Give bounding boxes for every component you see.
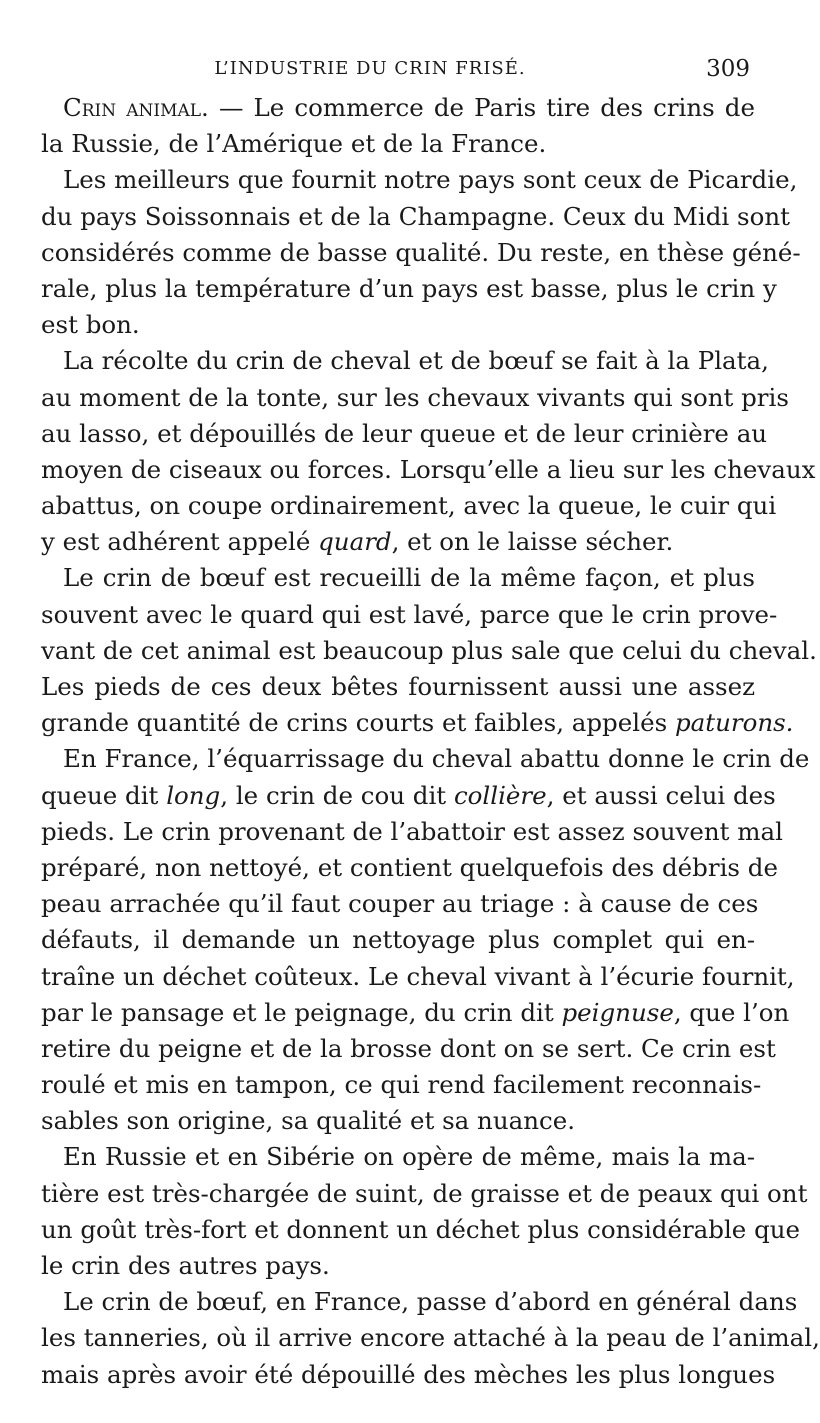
text-span: est bon. xyxy=(41,310,140,340)
text-line xyxy=(41,1067,762,1103)
text-span: un goût très-fort et donnent un déchet plus considérable que xyxy=(41,1214,801,1244)
text-line xyxy=(41,271,777,307)
text-line xyxy=(41,1176,808,1212)
text-line xyxy=(41,560,755,596)
italic-term: long xyxy=(166,780,221,810)
paragraph xyxy=(41,741,810,1139)
text-line xyxy=(41,850,778,886)
text-line xyxy=(41,162,798,198)
italic-term: quard xyxy=(318,527,392,557)
text-span: mais après avoir été dépouillé des mèches les plus longues xyxy=(41,1359,776,1389)
text-line xyxy=(41,922,755,958)
text-span: grande quantité de crins courts et faibles, appelés xyxy=(41,708,675,738)
text-span: au lasso, et dépouillés de leur queue et de leur crinière au xyxy=(41,418,768,448)
text-line xyxy=(41,416,768,452)
paragraph xyxy=(41,560,817,741)
text-span: retire du peigne et de la brosse dont on se sert. Ce crin est xyxy=(41,1033,776,1063)
text-line xyxy=(41,633,817,669)
italic-term: paturons. xyxy=(674,708,794,738)
text-span: au moment de la tonte, sur les chevaux vivants qui sont pris xyxy=(41,382,789,412)
paragraph xyxy=(41,162,801,343)
text-line xyxy=(41,959,795,995)
text-line xyxy=(41,1320,820,1356)
text-line xyxy=(41,995,790,1031)
text-line xyxy=(41,380,789,416)
text-line xyxy=(41,778,776,814)
text-line xyxy=(41,90,755,126)
text-line xyxy=(41,1139,755,1175)
italic-term: peignuse xyxy=(561,997,674,1027)
page-number: 309 xyxy=(706,56,750,82)
text-line xyxy=(41,814,783,850)
text-line xyxy=(41,741,810,777)
text-span: préparé, non nettoyé, et contient quelquefois des débris de xyxy=(41,852,778,882)
text-span: , le crin de cou dit xyxy=(220,780,454,810)
text-span: Le crin de bœuf, en France, passe d’abord en général dans xyxy=(63,1287,798,1317)
text-span: Les meilleurs que fournit notre pays sont ceux de Picardie, xyxy=(63,165,798,195)
italic-term: collière xyxy=(453,780,547,810)
paragraph xyxy=(41,1284,820,1393)
text-span: Le crin de bœuf est recueilli de la même façon, et plus xyxy=(63,563,755,593)
text-span: tière est très-chargée de suint, de graisse et de peaux qui ont xyxy=(41,1178,808,1208)
text-line xyxy=(41,343,769,379)
text-span: pieds. Le crin provenant de l’abattoir est assez souvent mal xyxy=(41,816,783,846)
text-line xyxy=(41,126,755,162)
text-span: les tanneries, où il arrive encore attaché à la peau de l’animal, xyxy=(41,1323,820,1353)
text-span: , et aussi celui des xyxy=(546,780,776,810)
text-span: Les pieds de ces deux bêtes fournissent aussi une assez xyxy=(41,672,755,701)
text-span: peau arrachée qu’il faut couper au triage : à cause de ces xyxy=(41,889,759,919)
paragraph xyxy=(41,90,755,162)
text-span: souvent avec le quard qui est lavé, parce que le crin prove- xyxy=(41,599,778,629)
text-span: , que l’on xyxy=(673,997,790,1027)
text-line xyxy=(41,452,816,488)
text-span: — Le commerce de Paris tire des crins de xyxy=(208,93,755,122)
text-span: y est adhérent appelé xyxy=(41,527,319,557)
text-span: du pays Soissonnais et de la Champagne. Ceux du Midi sont xyxy=(41,201,790,231)
running-title: L’INDUSTRIE DU CRIN FRISÉ. xyxy=(214,58,526,79)
text-line xyxy=(41,597,778,633)
text-line xyxy=(41,1284,798,1320)
text-span: queue dit xyxy=(41,780,167,810)
text-line xyxy=(41,235,801,271)
text-line xyxy=(41,524,755,560)
text-span: , et on le laisse sécher. xyxy=(391,527,674,557)
text-line xyxy=(41,1248,755,1284)
text-span: le crin des autres pays. xyxy=(41,1251,330,1280)
text-line xyxy=(41,705,794,741)
text-span: considérés comme de basse qualité. Du reste, en thèse géné- xyxy=(41,237,801,267)
text-line xyxy=(41,199,790,235)
text-span: La récolte du crin de cheval et de bœuf se fait à la Plata, xyxy=(63,346,769,376)
text-line xyxy=(41,886,759,922)
text-span: traîne un déchet coûteux. Le cheval vivant à l’écurie fournit, xyxy=(41,961,795,991)
text-span: la Russie, de l’Amérique et de la France. xyxy=(41,129,547,159)
text-line xyxy=(41,1357,776,1393)
text-line xyxy=(41,307,755,343)
text-span: par le pansage et le peignage, du crin dit xyxy=(41,997,562,1027)
text-body xyxy=(41,90,820,1393)
text-span: sables son origine, sa qualité et sa nuance. xyxy=(41,1106,576,1136)
paragraph xyxy=(41,1139,808,1284)
text-line xyxy=(41,488,777,524)
text-line xyxy=(41,1103,755,1139)
text-span: En Russie et en Sibérie on opère de même, mais la ma- xyxy=(63,1142,755,1172)
text-line xyxy=(41,669,755,705)
text-span: vant de cet animal est beaucoup plus sale que celui du cheval. xyxy=(41,635,817,665)
text-span: En France, l’équarrissage du cheval abattu donne le crin de xyxy=(63,744,810,774)
paragraph xyxy=(41,343,816,560)
text-span: moyen de ciseaux ou forces. Lorsqu’elle a lieu sur les chevaux xyxy=(41,454,816,484)
text-span: rale, plus la température d’un pays est basse, plus le crin y xyxy=(41,273,777,303)
text-line xyxy=(41,1212,801,1248)
text-span: défauts, il demande un nettoyage plus complet qui en- xyxy=(41,925,755,955)
text-span: roulé et mis en tampon, ce qui rend facilement reconnais- xyxy=(41,1070,762,1100)
section-heading: Crin animal. xyxy=(63,93,209,122)
text-line xyxy=(41,1031,776,1067)
running-head xyxy=(40,52,750,86)
text-span: abattus, on coupe ordinairement, avec la queue, le cuir qui xyxy=(41,491,777,521)
